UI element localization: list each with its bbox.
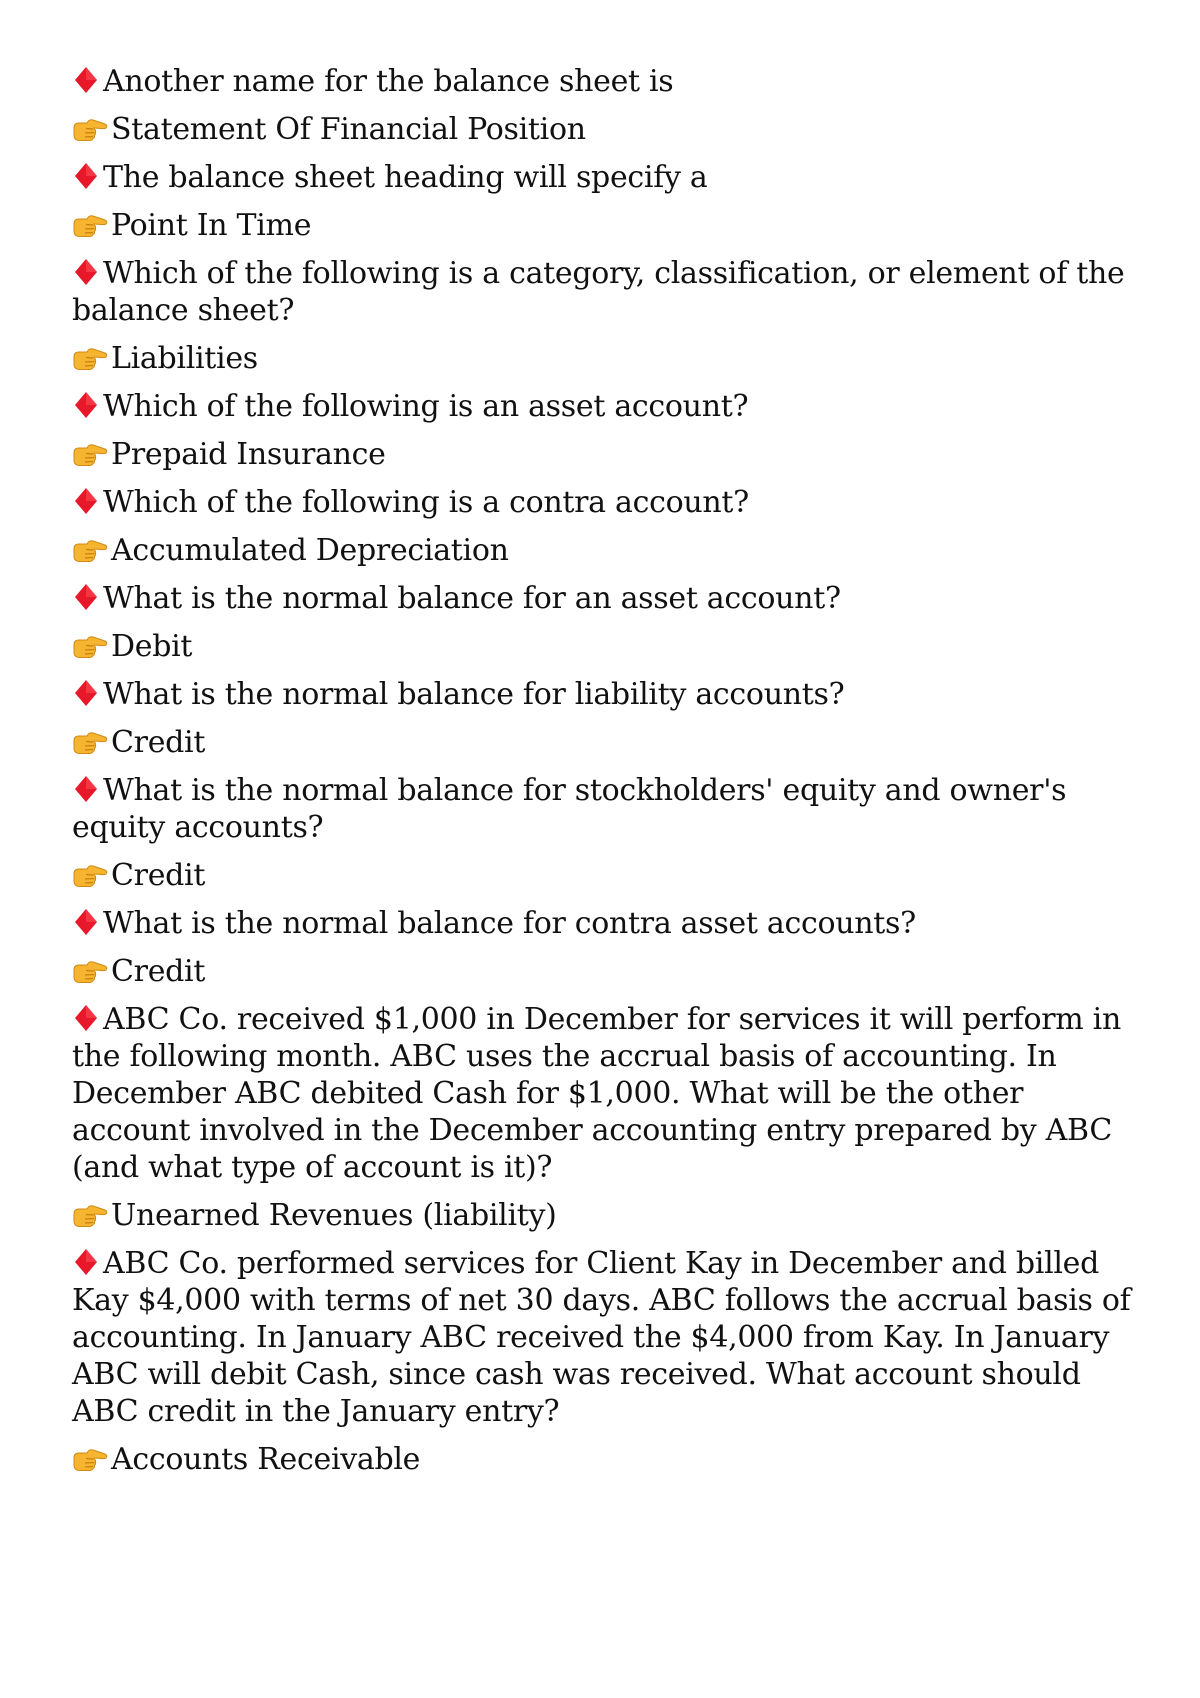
red-diamond-icon xyxy=(72,679,100,707)
answer-text: Credit xyxy=(111,858,206,893)
question-text: ABC Co. performed services for Client Kay in December and billed Kay $4,000 with terms of net 30 days. ABC follows the accrual basis of accounting. In January ABC received the $4,000 from Kay. In January ABC will debit Cash, since cash was received. What account should ABC credit in the January entry? xyxy=(72,1246,1131,1429)
answer-item xyxy=(72,532,1140,569)
question-text: The balance sheet heading will specify a xyxy=(103,160,708,195)
red-diamond-icon xyxy=(72,775,100,803)
question-item xyxy=(72,63,1140,100)
question-item xyxy=(72,905,1140,942)
answer-text: Credit xyxy=(111,725,206,760)
question-item xyxy=(72,255,1140,329)
answer-text: Statement Of Financial Position xyxy=(111,112,586,147)
red-diamond-icon xyxy=(72,487,100,515)
question-item xyxy=(72,388,1140,425)
answer-item xyxy=(72,953,1140,990)
question-text: Another name for the balance sheet is xyxy=(103,64,674,99)
question-text: What is the normal balance for stockholders' equity and owner's equity accounts? xyxy=(72,773,1067,845)
answer-item xyxy=(72,111,1140,148)
question-item xyxy=(72,159,1140,196)
answer-item xyxy=(72,207,1140,244)
answer-item xyxy=(72,436,1140,473)
pointing-hand-icon xyxy=(72,633,108,659)
question-text: What is the normal balance for an asset account? xyxy=(103,581,841,616)
pointing-hand-icon xyxy=(72,729,108,755)
question-text: Which of the following is a category, classification, or element of the balance sheet? xyxy=(72,256,1125,328)
pointing-hand-icon xyxy=(72,345,108,371)
answer-text: Liabilities xyxy=(111,341,258,376)
red-diamond-icon xyxy=(72,1004,100,1032)
answer-text: Accumulated Depreciation xyxy=(111,533,509,568)
red-diamond-icon xyxy=(72,583,100,611)
question-item xyxy=(72,1001,1140,1186)
answer-item xyxy=(72,724,1140,761)
red-diamond-icon xyxy=(72,162,100,190)
answer-item xyxy=(72,340,1140,377)
answer-item xyxy=(72,1441,1140,1478)
answer-text: Accounts Receivable xyxy=(111,1442,421,1477)
question-text: What is the normal balance for liability accounts? xyxy=(103,677,845,712)
red-diamond-icon xyxy=(72,391,100,419)
question-text: Which of the following is a contra account? xyxy=(103,485,749,520)
pointing-hand-icon xyxy=(72,116,108,142)
answer-text: Unearned Revenues (liability) xyxy=(111,1198,557,1233)
question-text: ABC Co. received $1,000 in December for services it will perform in the following month. ABC uses the accrual basis of accounting. In December ABC debited Cash for $1,000. What will be the other account involved in the December accounting entry prepared by ABC (and what type of account is it)? xyxy=(72,1002,1121,1185)
pointing-hand-icon xyxy=(72,1202,108,1228)
question-item xyxy=(72,676,1140,713)
answer-item xyxy=(72,1197,1140,1234)
qa-list xyxy=(72,63,1140,1478)
pointing-hand-icon xyxy=(72,441,108,467)
pointing-hand-icon xyxy=(72,958,108,984)
red-diamond-icon xyxy=(72,66,100,94)
question-text: Which of the following is an asset account? xyxy=(103,389,749,424)
pointing-hand-icon xyxy=(72,212,108,238)
answer-item xyxy=(72,857,1140,894)
question-item xyxy=(72,484,1140,521)
pointing-hand-icon xyxy=(72,862,108,888)
question-item xyxy=(72,1245,1140,1430)
question-item xyxy=(72,580,1140,617)
question-text: What is the normal balance for contra asset accounts? xyxy=(103,906,916,941)
pointing-hand-icon xyxy=(72,1446,108,1472)
answer-text: Prepaid Insurance xyxy=(111,437,386,472)
question-item xyxy=(72,772,1140,846)
red-diamond-icon xyxy=(72,1248,100,1276)
answer-text: Point In Time xyxy=(111,208,312,243)
pointing-hand-icon xyxy=(72,537,108,563)
answer-text: Debit xyxy=(111,629,193,664)
answer-text: Credit xyxy=(111,954,206,989)
red-diamond-icon xyxy=(72,908,100,936)
answer-item xyxy=(72,628,1140,665)
red-diamond-icon xyxy=(72,258,100,286)
